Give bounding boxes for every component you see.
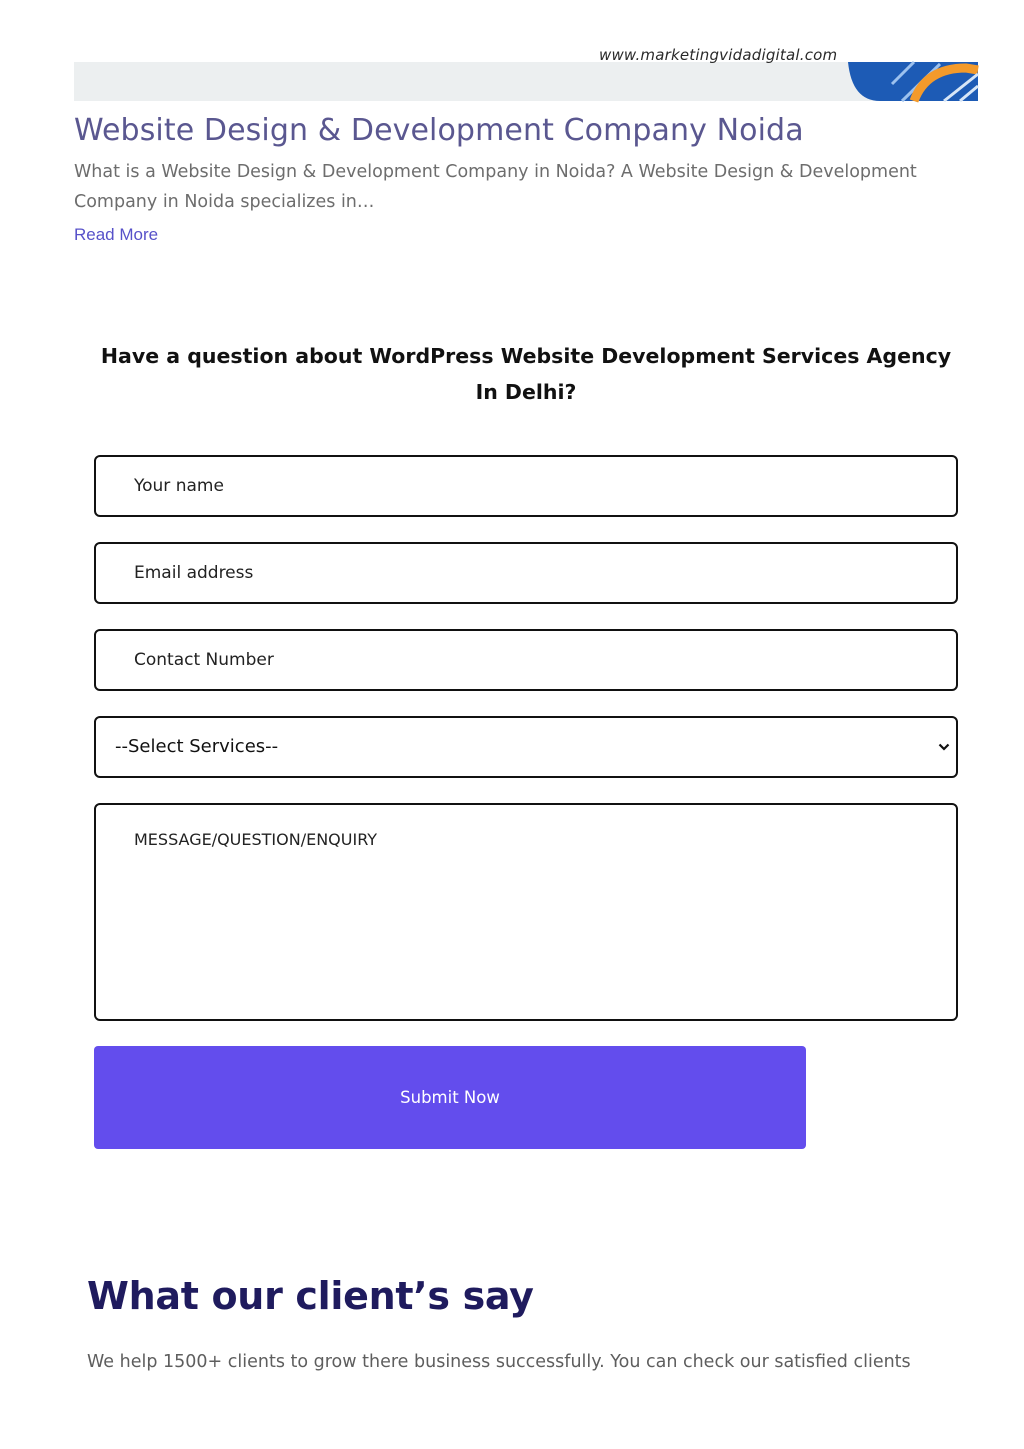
email-input[interactable] — [94, 542, 958, 604]
services-select-value: --Select Services-- — [115, 736, 279, 757]
contact-number-input[interactable] — [94, 629, 958, 691]
message-textarea[interactable] — [94, 803, 958, 1021]
banner-graphic-icon — [844, 62, 978, 101]
name-input[interactable] — [94, 455, 958, 517]
testimonials-title: What our client’s say — [87, 1274, 534, 1318]
submit-button[interactable]: Submit Now — [94, 1046, 806, 1149]
post-excerpt: What is a Website Design & Development Company in Noida? A Website Design & Development Company in Noida specializes in… — [74, 162, 917, 212]
banner-url-text: www.marketingvidadigital.com — [599, 46, 838, 64]
post-featured-image[interactable] — [74, 46, 978, 101]
testimonials-intro: We help 1500+ clients to grow there business successfully. You can check our satisfied clients — [87, 1352, 911, 1372]
read-more-link[interactable]: Read More — [74, 225, 159, 244]
services-select[interactable] — [94, 716, 958, 778]
form-heading: Have a question about WordPress Website Development Services Agency In Delhi? — [100, 344, 952, 404]
chevron-down-icon — [938, 741, 950, 753]
post-title[interactable]: Website Design & Development Company Noida — [74, 113, 804, 148]
